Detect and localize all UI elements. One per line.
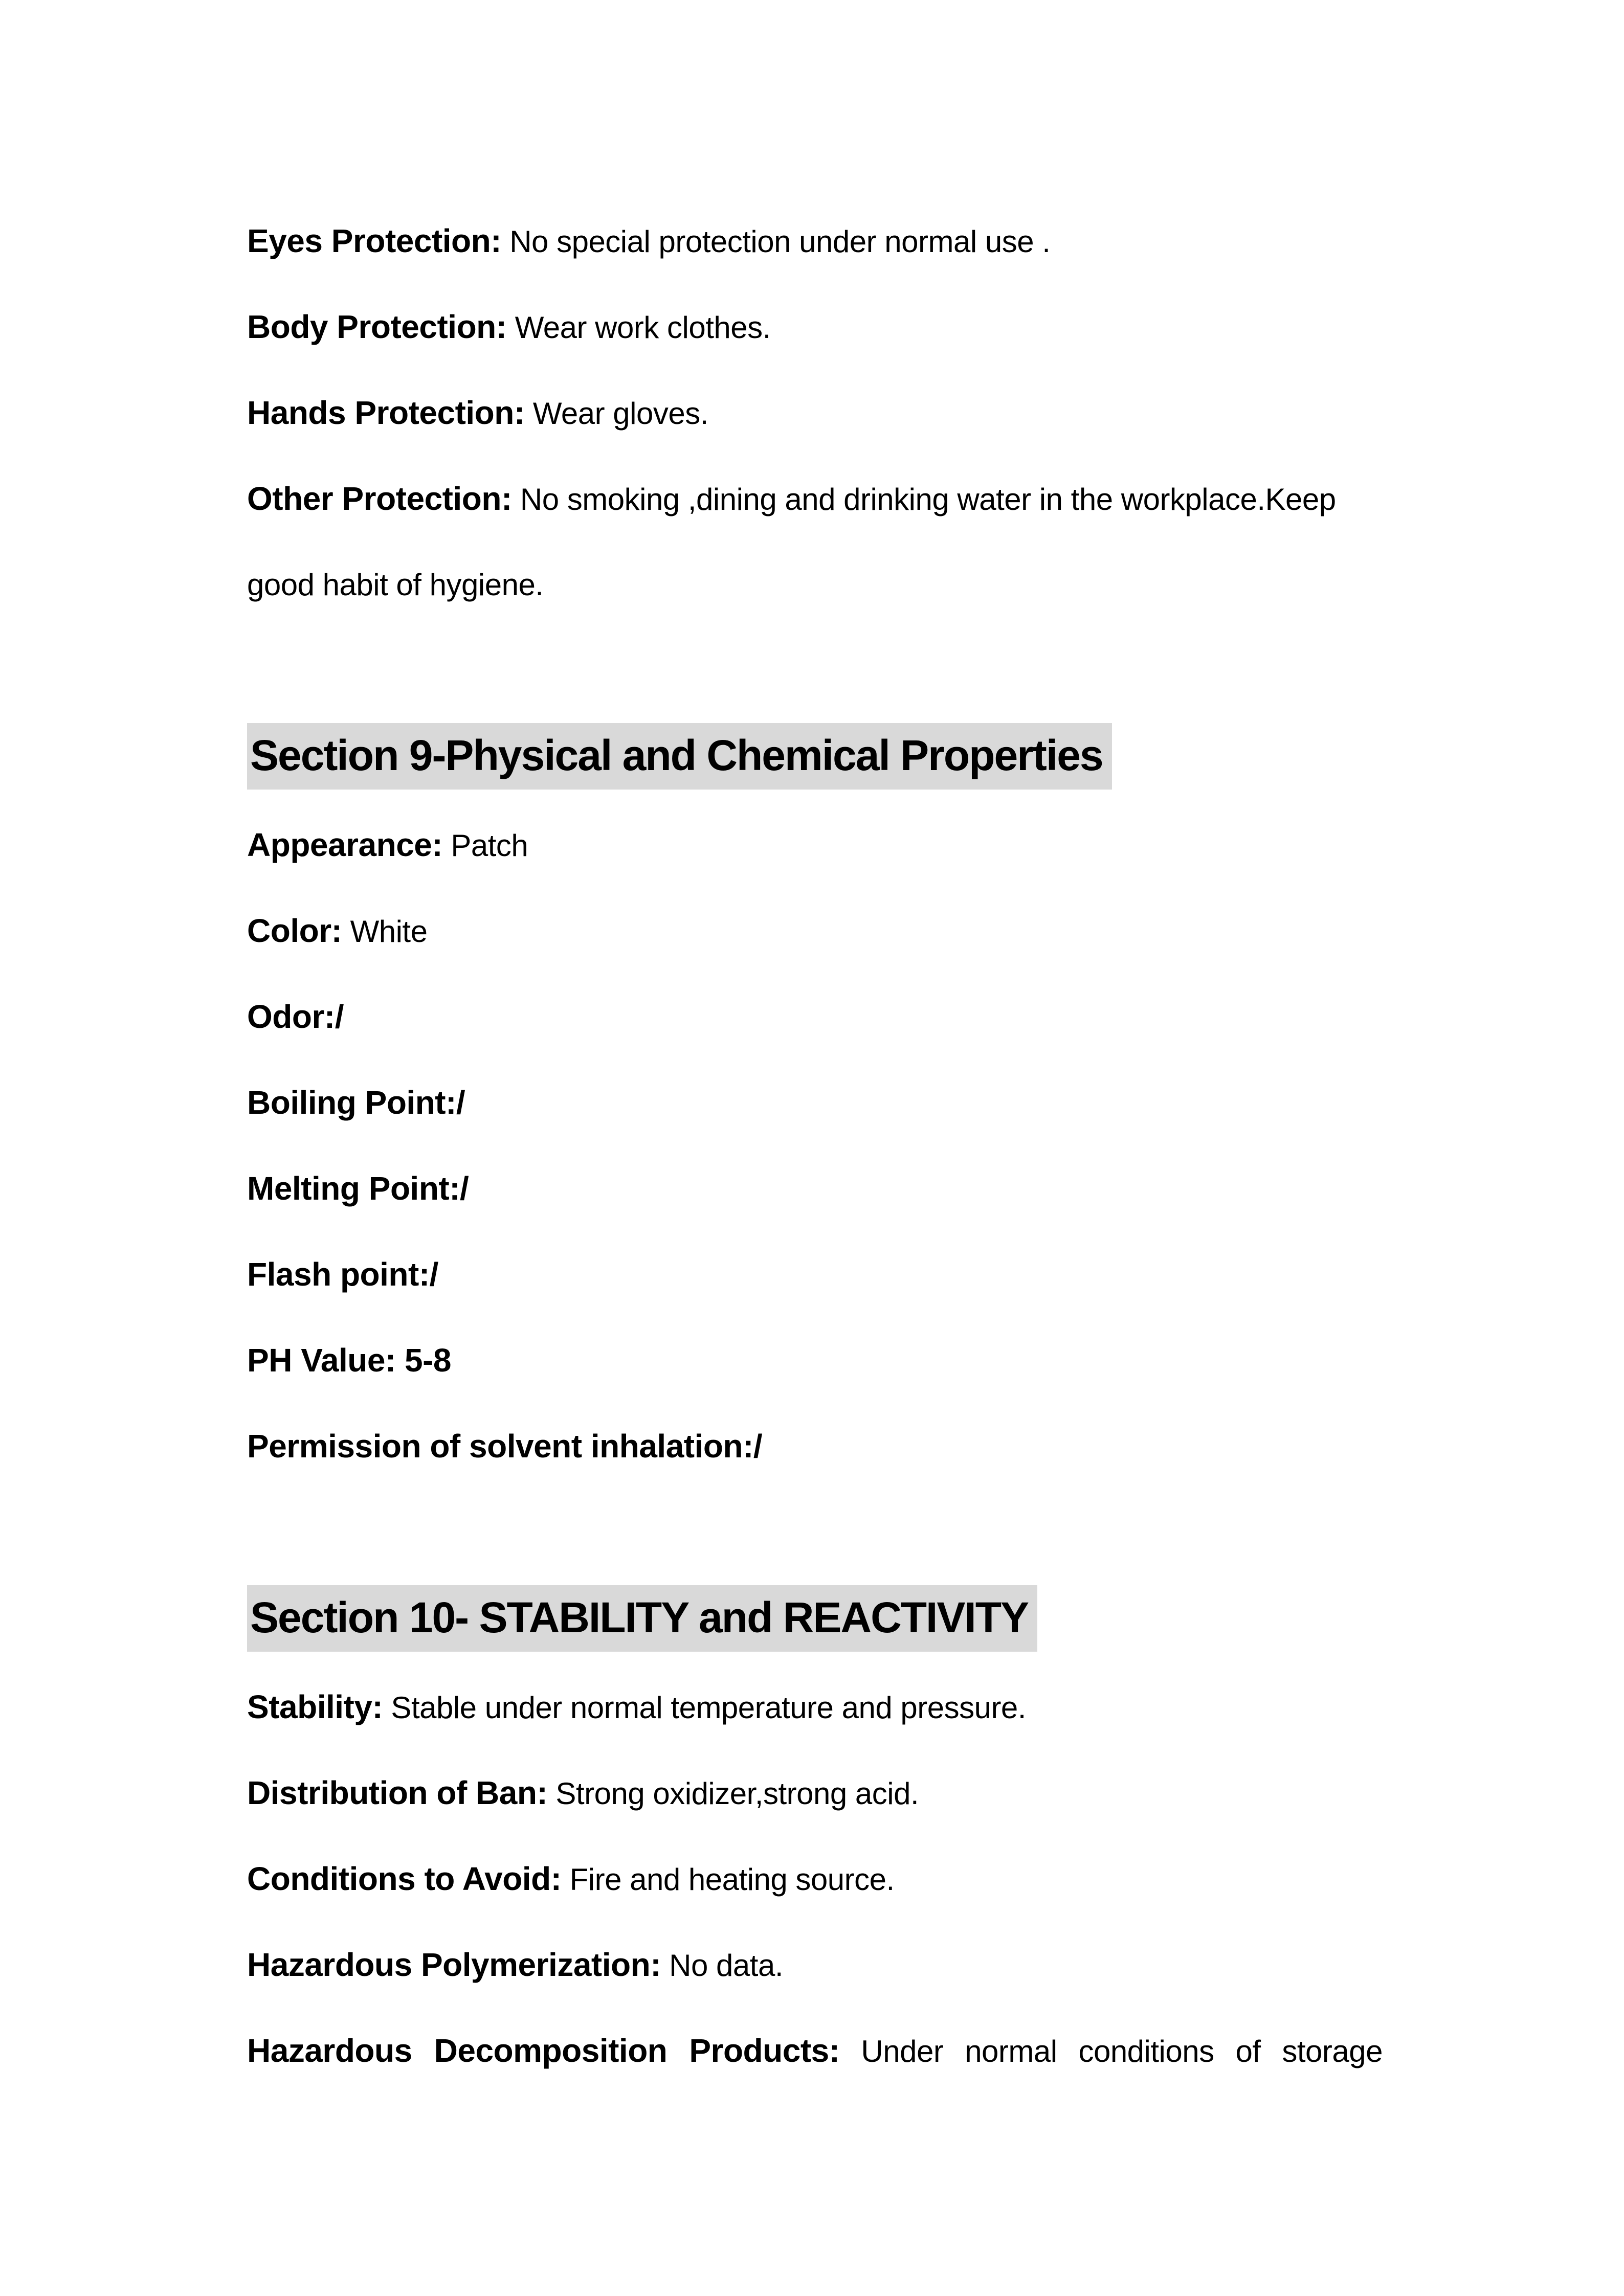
protection-row-body [247, 284, 1383, 370]
heading-highlight: Section 9-Physical and Chemical Properties [247, 723, 1112, 790]
section9-row-appearance [247, 802, 1383, 888]
section9-row-ph-value [247, 1318, 1383, 1404]
section9-row-color [247, 888, 1383, 974]
field-value: Stable under normal temperature and pressure. [383, 1691, 1026, 1725]
section-10-heading [247, 1575, 1383, 1664]
field-value: / [753, 1428, 763, 1465]
section9-row-odor [247, 974, 1383, 1060]
field-value: 5-8 [395, 1342, 451, 1379]
field-label: Body Protection: [247, 308, 507, 345]
field-label: Boiling Point: [247, 1084, 456, 1121]
field-label: Stability: [247, 1689, 383, 1725]
field-label: Hands Protection: [247, 394, 525, 431]
field-value: / [460, 1170, 469, 1207]
protection-row-other-line2 [247, 542, 1383, 627]
field-label: Eyes Protection: [247, 222, 502, 259]
field-value: / [429, 1256, 438, 1293]
field-label: Hazardous Decomposition Products: [247, 2032, 840, 2069]
field-label: Conditions to Avoid: [247, 1860, 562, 1897]
field-value: No special protection under normal use . [501, 224, 1051, 259]
section10-row-hazardous-decomposition [247, 2008, 1383, 2094]
section9-row-solvent-inhalation [247, 1404, 1383, 1490]
field-label: Color: [247, 912, 342, 949]
field-value: Fire and heating source. [561, 1862, 895, 1897]
field-label: Flash point: [247, 1256, 430, 1293]
section10-row-conditions-to-avoid [247, 1836, 1383, 1922]
field-value: good habit of hygiene. [247, 568, 544, 602]
field-label: Melting Point: [247, 1170, 460, 1207]
field-label: PH Value: [247, 1342, 396, 1379]
field-value: / [335, 998, 344, 1035]
section9-row-melting-point [247, 1146, 1383, 1232]
protection-row-hands [247, 370, 1383, 456]
field-value: No smoking ,dining and drinking water in the workplace.Keep [511, 482, 1336, 516]
field-label: Hazardous Polymerization: [247, 1946, 661, 1983]
section10-row-stability [247, 1664, 1383, 1750]
field-value: White [342, 914, 428, 949]
section10-row-hazardous-polymerization [247, 1922, 1383, 2008]
protection-row-eyes [247, 198, 1383, 284]
heading-highlight: Section 10- STABILITY and REACTIVITY [247, 1585, 1037, 1652]
section9-row-flash-point [247, 1232, 1383, 1318]
section10-row-distribution-of-ban [247, 1750, 1383, 1836]
field-value: Wear work clothes. [506, 310, 771, 345]
field-label: Permission of solvent inhalation: [247, 1428, 753, 1465]
protection-row-other-line1 [247, 456, 1383, 542]
field-label: Odor: [247, 998, 335, 1035]
section-9-heading [247, 713, 1383, 802]
field-value: No data. [661, 1948, 783, 1983]
blank-line [247, 1490, 1383, 1575]
field-label: Other Protection: [247, 480, 512, 517]
field-value: Patch [442, 828, 528, 863]
field-label: Distribution of Ban: [247, 1774, 548, 1811]
blank-line [247, 627, 1383, 713]
field-value: Under normal conditions of storage [839, 2034, 1383, 2068]
field-label: Appearance: [247, 826, 443, 863]
field-value: Strong oxidizer,strong acid. [547, 1776, 919, 1811]
section9-row-boiling-point [247, 1060, 1383, 1146]
field-value: / [456, 1084, 465, 1121]
field-value: Wear gloves. [524, 396, 708, 431]
